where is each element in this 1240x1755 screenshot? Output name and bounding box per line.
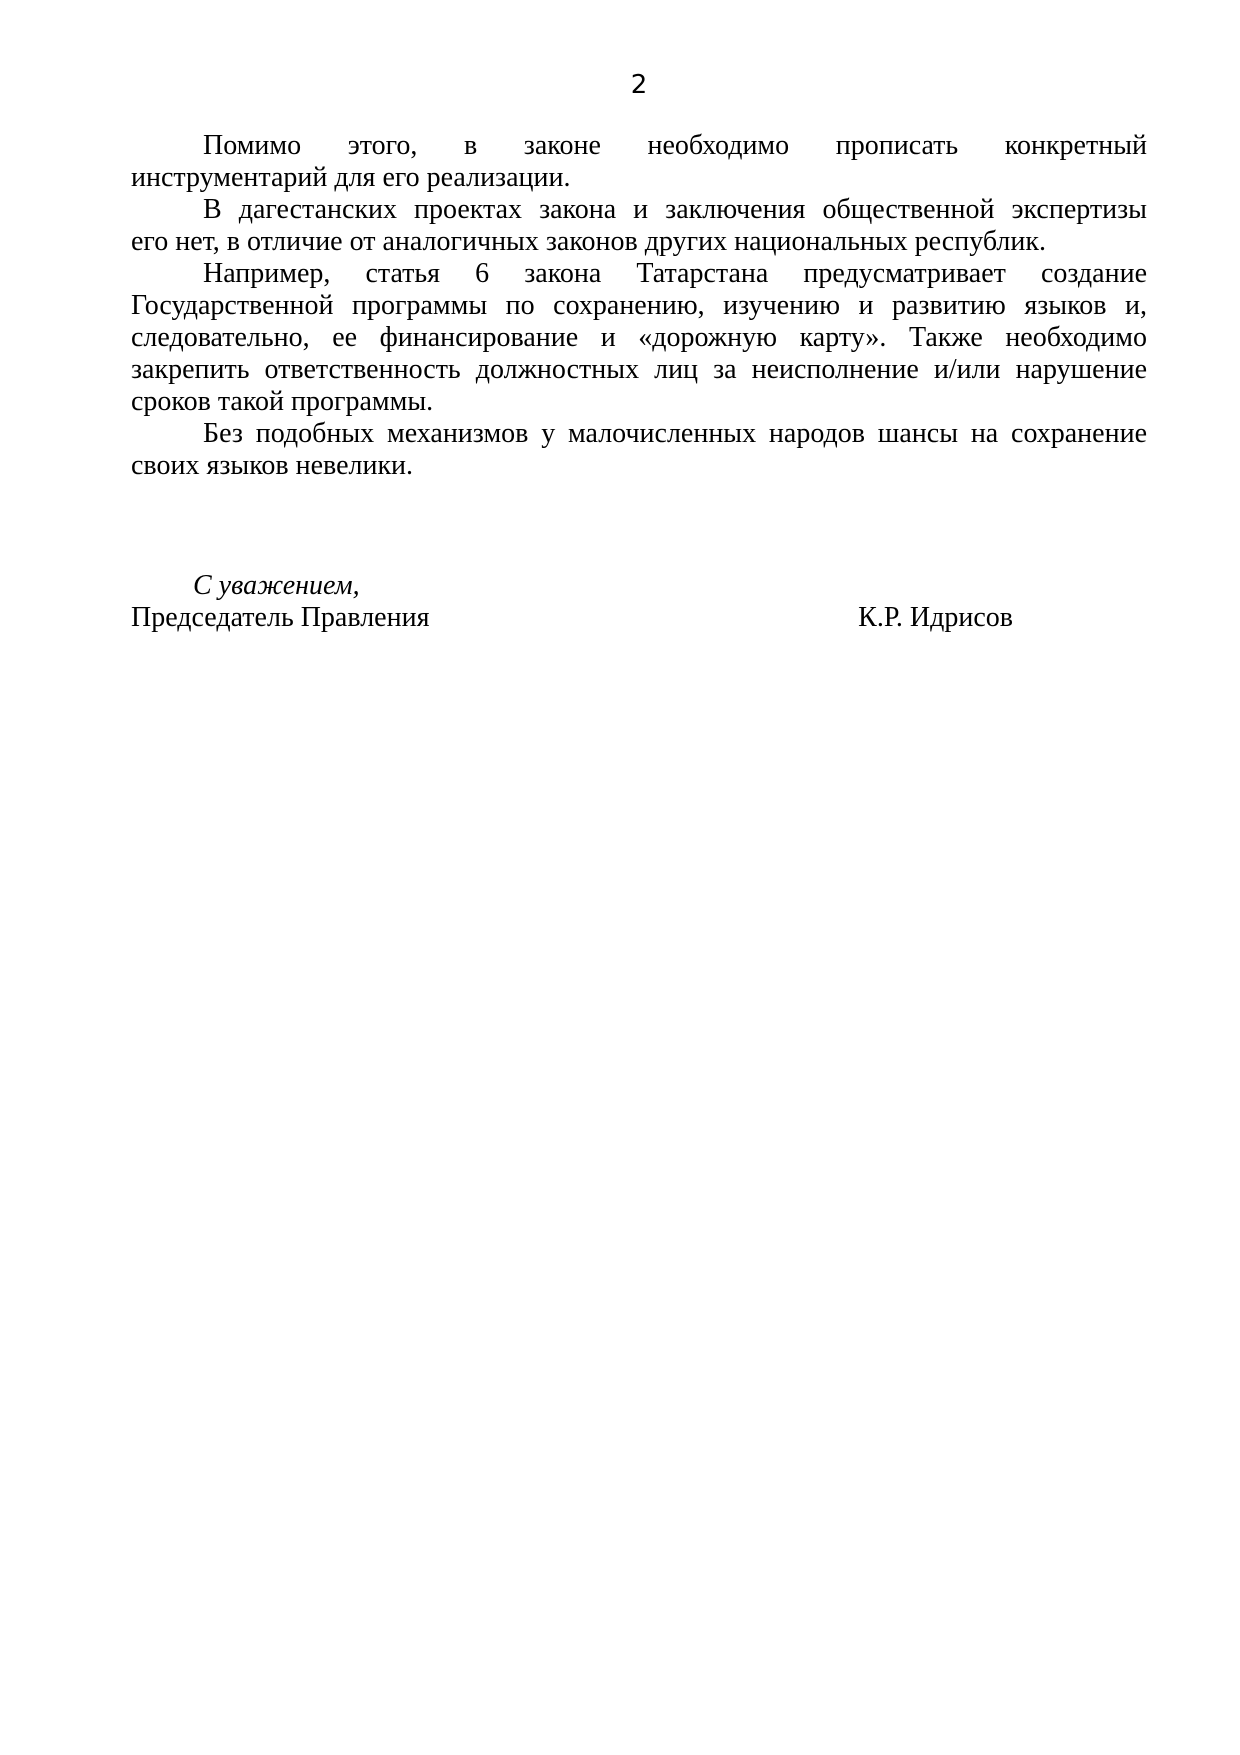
page-number: 2 [630, 70, 648, 100]
paragraph [131, 194, 1147, 258]
document-body [131, 130, 1147, 482]
signature-row [131, 602, 1147, 634]
paragraph [131, 418, 1147, 482]
signature-salutation: С уважением, [193, 570, 360, 601]
signer-role: Председатель Правления [131, 602, 430, 633]
signer-name: К.Р. Идрисов [858, 602, 1013, 633]
text-line: сроков такой программы. [131, 386, 434, 417]
text-line: Например, статья 6 закона Татарстана предусматривает создание [203, 258, 1147, 289]
text-line: Государственной программы по сохранению, изучению и развитию языков и, [131, 290, 1147, 321]
text-line: закрепить ответственность должностных лиц за неисполнение и/или нарушение [131, 354, 1147, 385]
text-line: Помимо этого, в законе необходимо прописать конкретный [203, 130, 1147, 161]
text-line: инструментарий для его реализации. [131, 162, 571, 193]
text-line: следовательно, ее финансирование и «дорожную карту». Также необходимо [131, 322, 1147, 353]
text-line: Без подобных механизмов у малочисленных народов шансы на сохранение [203, 418, 1147, 449]
paragraph [131, 130, 1147, 194]
paragraph [131, 258, 1147, 418]
text-line: В дагестанских проектах закона и заключения общественной экспертизы [203, 194, 1147, 225]
text-line: своих языков невелики. [131, 450, 414, 481]
signature-block [131, 570, 1147, 634]
text-line: его нет, в отличие от аналогичных законов других национальных республик. [131, 226, 1046, 257]
